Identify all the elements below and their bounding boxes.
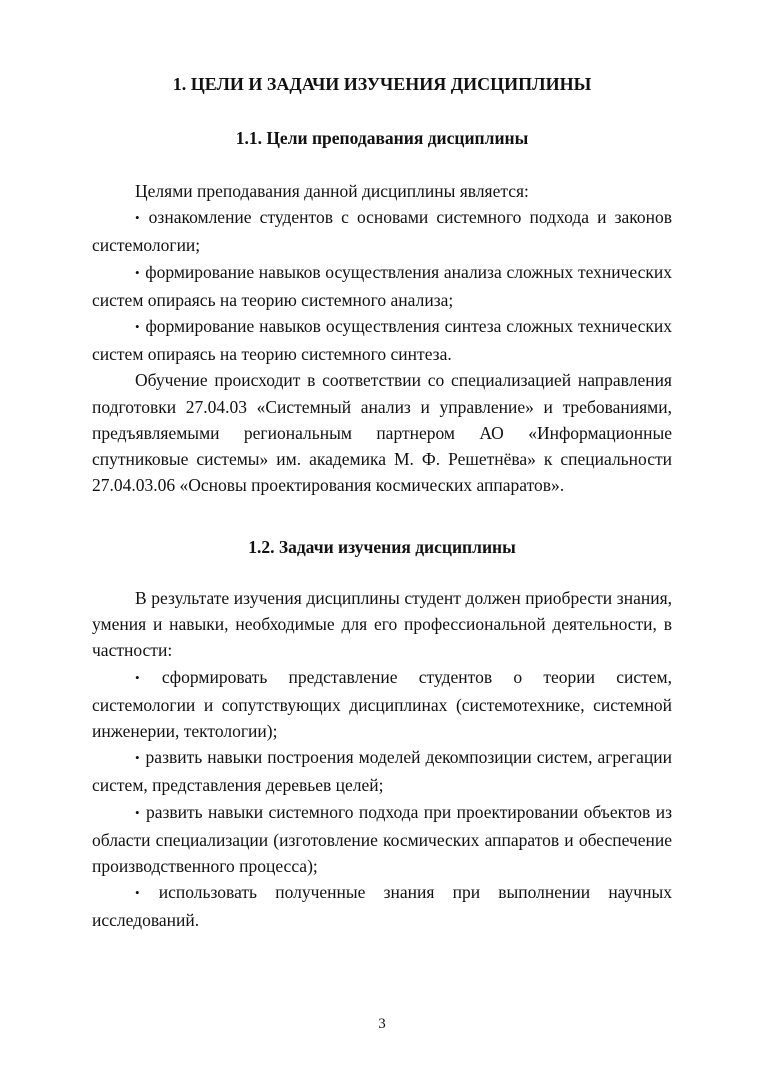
tasks-intro: В результате изучения дисциплины студент должен приобрести знания, умения и навыки, необходимые для его профессиональной деятельности, в частности: (92, 588, 672, 661)
training-paragraph: Обучение происходит в соответствии со специализацией направления подготовки 27.04.03 «Системный анализ и управление» и требованиями, предъявляемыми региональным партнером АО «Информационные спутниковые системы» им. академика М. Ф. Решетнёва» к специальности 27.04.03.06 «Основы проектирования космических аппаратов». (92, 370, 672, 496)
list-item (92, 259, 672, 313)
list-item (92, 799, 672, 880)
section-tasks-body (92, 585, 672, 934)
list-item (92, 204, 672, 258)
list-item-text: формирование навыков осуществления синтеза сложных технических систем опираясь на теорию системного синтеза. (92, 316, 673, 365)
bullet-icon: • (135, 319, 140, 335)
page-number: 3 (378, 1016, 386, 1032)
chapter-heading: 1. ЦЕЛИ И ЗАДАЧИ ИЗУЧЕНИЯ ДИСЦИПЛИНЫ (172, 74, 592, 94)
list-item (92, 744, 672, 798)
bullet-icon: • (135, 669, 140, 685)
section-goals-body (92, 178, 672, 498)
list-item-text: использовать полученные знания при выполнении научных исследований. (92, 882, 672, 931)
list-item-text: формирование навыков осуществления анализа сложных технических систем опираясь на теорию системного анализа; (92, 261, 672, 310)
bullet-icon: • (135, 804, 140, 820)
section-title-goals: 1.1. Цели преподавания дисциплины (235, 128, 529, 148)
list-item-text: ознакомление студентов с основами системного подхода и законов системологии; (92, 207, 672, 256)
list-item (92, 664, 672, 745)
list-item-text: развить навыки построения моделей декомпозиции систем, агрегации систем, представления деревьев целей; (92, 747, 672, 796)
section-title-tasks: 1.2. Задачи изучения дисциплины (248, 537, 516, 557)
bullet-icon: • (135, 264, 140, 280)
list-item-text: сформировать представление студентов о теории систем, системологии и сопутствующих дисциплинах (системотехнике, системной инженерии, тектологии); (92, 666, 673, 742)
list-item-text: развить навыки системного подхода при проектировании объектов из области специализации (изготовление космических аппаратов и обеспечение производственного процесса); (92, 801, 672, 877)
list-item (92, 313, 672, 367)
goals-intro: Целями преподавания данной дисциплины является: (135, 181, 529, 201)
list-item (92, 879, 672, 933)
bullet-icon: • (135, 750, 140, 766)
bullet-icon: • (135, 885, 140, 901)
bullet-icon: • (135, 210, 140, 226)
